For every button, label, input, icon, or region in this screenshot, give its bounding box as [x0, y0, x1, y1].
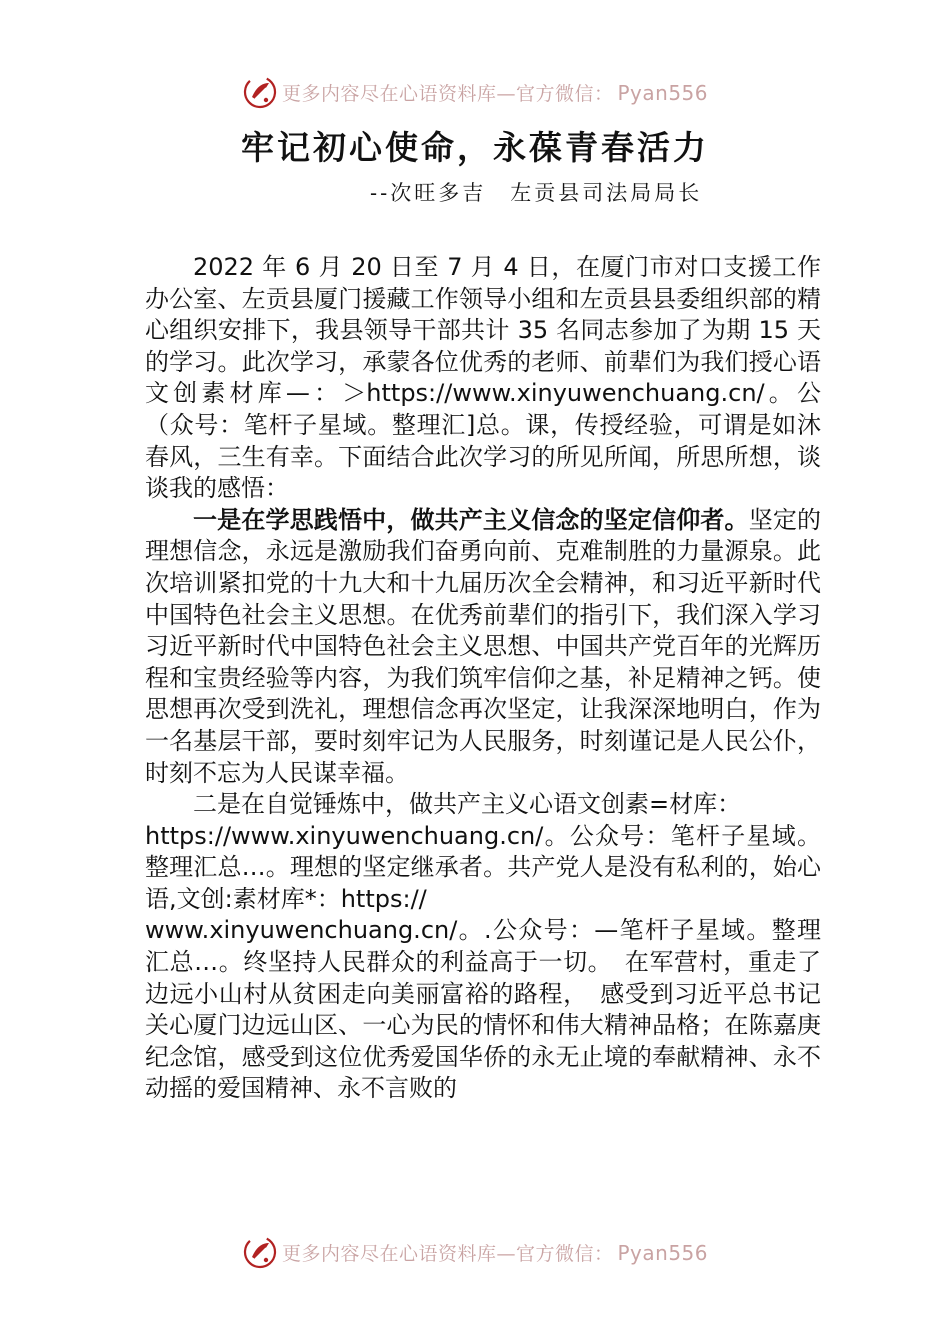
- document-title: 牢记初心使命，永葆青春活力: [241, 128, 709, 167]
- watermark-bottom: [0, 1232, 950, 1272]
- paragraph-4-text: https://www.xinyuwenchuang.cn/。公众号：笔杆子星域。整理汇总…。理想的坚定继承者。共产党人是没有私利的，始心语,文创:素材库*：https://: [145, 821, 821, 913]
- watermark-text: 更多内容尽在心语资料库—官方微信：: [281, 82, 614, 105]
- watermark-top: [0, 72, 950, 112]
- paragraph-5: [145, 915, 821, 1105]
- document-body: [145, 252, 821, 1105]
- watermark-wechat: Pyan556: [617, 80, 709, 105]
- paragraph-5-text: www.xinyuwenchuang.cn/。.公众号：—笔杆子星域。整理汇总…。终坚持人民群众的利益高于一切。 在军营村，重走了边远小山村从贫困走向美丽富裕的路程， 感受到习近平总书记关心厦门边远山区、一心为民的情怀和伟大精神品格；在陈嘉庚纪念馆，感受到这位优秀爱国华侨的永无止境的奉献精神、永不动摇的爱国精神、永不言败的: [145, 916, 821, 1103]
- paragraph-2: [145, 505, 821, 789]
- paragraph-2-lead: 一是在学思践悟中，做共产主义信念的坚定信仰者。: [193, 505, 749, 534]
- watermark-wechat: Pyan556: [617, 1240, 709, 1265]
- watermark-text: 更多内容尽在心语资料库—官方微信：: [281, 1242, 614, 1265]
- paragraph-4: [145, 821, 821, 916]
- paragraph-2-text: 坚定的理想信念，永远是激励我们奋勇向前、克难制胜的力量源泉。此次培训紧扣党的十九大和十九届历次全会精神，和习近平新时代中国特色社会主义思想。在优秀前辈们的指引下，我们深入学习习近平新时代中国特色社会主义思想、中国共产党百年的光辉历程和宝贵经验等内容，为我们筑牢信仰之基，补足精神之钙。使思想再次受到洗礼，理想信念再次坚定，让我深深地明白，作为一名基层干部，要时刻牢记为人民服务，时刻谨记是人民公仆，时刻不忘为人民谋幸福。: [145, 505, 822, 787]
- watermark-logo-icon: [242, 74, 278, 110]
- paragraph-1-text: 2022 年 6 月 20 日至 7 月 4 日，在厦门市对口支援工作办公室、左贡县厦门援藏工作领导小组和左贡县县委组织部的精心组织安排下，我县领导干部共计 35 名同志参加了为期 15 天的学习。此次学习，承蒙各位优秀的老师、前辈们为我们授心语文创素材库—：＞https://www.xinyuwenchuang.cn/。公（众号：笔杆子星域。整理汇]总。课，传授经验，可谓是如沐春风，三生有幸。下面结合此次学习的所见所闻，所思所想，谈谈我的感悟：: [145, 253, 821, 503]
- paragraph-1: [145, 252, 821, 505]
- document-author: --次旺多吉 左贡县司法局局长: [370, 181, 703, 205]
- paragraph-3: [145, 789, 821, 821]
- paragraph-3-text: 二是在自觉锤炼中，做共产主义心语文创素=材库：: [193, 790, 742, 819]
- watermark-logo-icon: [242, 1234, 278, 1270]
